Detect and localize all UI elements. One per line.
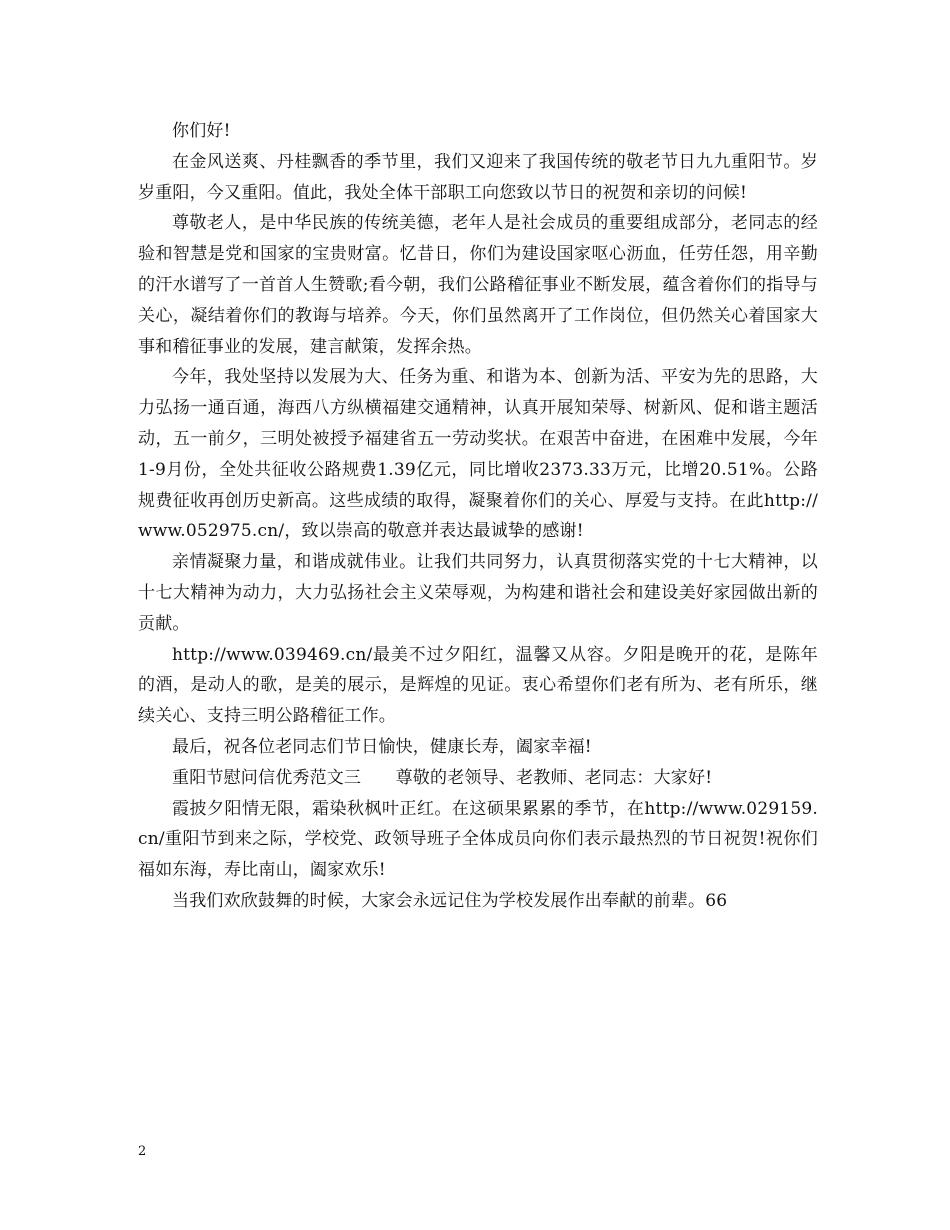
paragraph-respect-elders: 尊敬老人，是中华民族的传统美德，老年人是社会成员的重要组成部分，老同志的经验和智慧是党和国家的宝贵财富。忆昔日，你们为建设国家呕心沥血，任劳任怨，用辛勤的汗水谱写了一首首人生赞歌;看今朝，我们公路稽征事业不断发展，蕴含着你们的指导与关心，凝结着你们的教诲与培养。今天，你们虽然离开了工作岗位，但仍然关心着国家大事和稽征事业的发展，建言献策，发挥余热。: [138, 213, 818, 357]
paragraph-call-to-action: 亲情凝聚力量，和谐成就伟业。让我们共同努力，认真贯彻落实党的十七大精神，以十七大精神为动力，大力弘扬社会主义荣辱观，为构建和谐社会和建设美好家园做出新的贡献。: [138, 552, 818, 634]
paragraph-letter-three-heading: 重阳节慰问信优秀范文三 尊敬的老领导、老教师、老同志：大家好!: [172, 767, 713, 788]
page-number: 2: [138, 1144, 147, 1159]
document-body: [138, 116, 818, 917]
paragraph-school-greeting: 霞披夕阳情无限，霜染秋枫叶正红。在这硕果累累的季节，在http://www.029159.cn/重阳节到来之际，学校党、政领导班子全体成员向你们表示最热烈的节日祝贺!祝你们福如东海，寿比南山，阖家欢乐!: [138, 798, 818, 881]
paragraph-sunset-wishes: http://www.039469.cn/最美不过夕阳红，温馨又从容。夕阳是晚开的花，是陈年的酒，是动人的歌，是美的展示，是辉煌的见证。衷心希望你们老有所为、老有所乐，继续关心、支持三明公路稽征工作。: [138, 644, 818, 727]
paragraph-achievements: 今年，我处坚持以发展为大、任务为重、和谐为本、创新为活、平安为先的思路，大力弘扬一通百通，海西八方纵横福建交通精神，认真开展知荣辱、树新风、促和谐主题活动，五一前夕，三明处被授予福建省五一劳动奖状。在艰苦中奋进，在困难中发展，今年1-9月份，全处共征收公路规费1.39亿元，同比增收2373.33万元，比增20.51%。公路规费征收再创历史新高。这些成绩的取得，凝聚着你们的关心、厚爱与支持。在此http://www.052975.cn/，致以崇高的敬意并表达最诚挚的感谢!: [138, 367, 818, 542]
paragraph-closing-wishes: 最后，祝各位老同志们节日愉快，健康长寿，阖家幸福!: [172, 736, 592, 757]
paragraph-greeting: 你们好!: [172, 121, 231, 141]
paragraph-remember-predecessors: 当我们欢欣鼓舞的时候，大家会永远记住为学校发展作出奉献的前辈。66: [172, 890, 728, 911]
paragraph-festival-greeting: 在金风送爽、丹桂飘香的季节里，我们又迎来了我国传统的敬老节日九九重阳节。岁岁重阳，今又重阳。值此，我处全体干部职工向您致以节日的祝贺和亲切的问候!: [138, 151, 818, 203]
